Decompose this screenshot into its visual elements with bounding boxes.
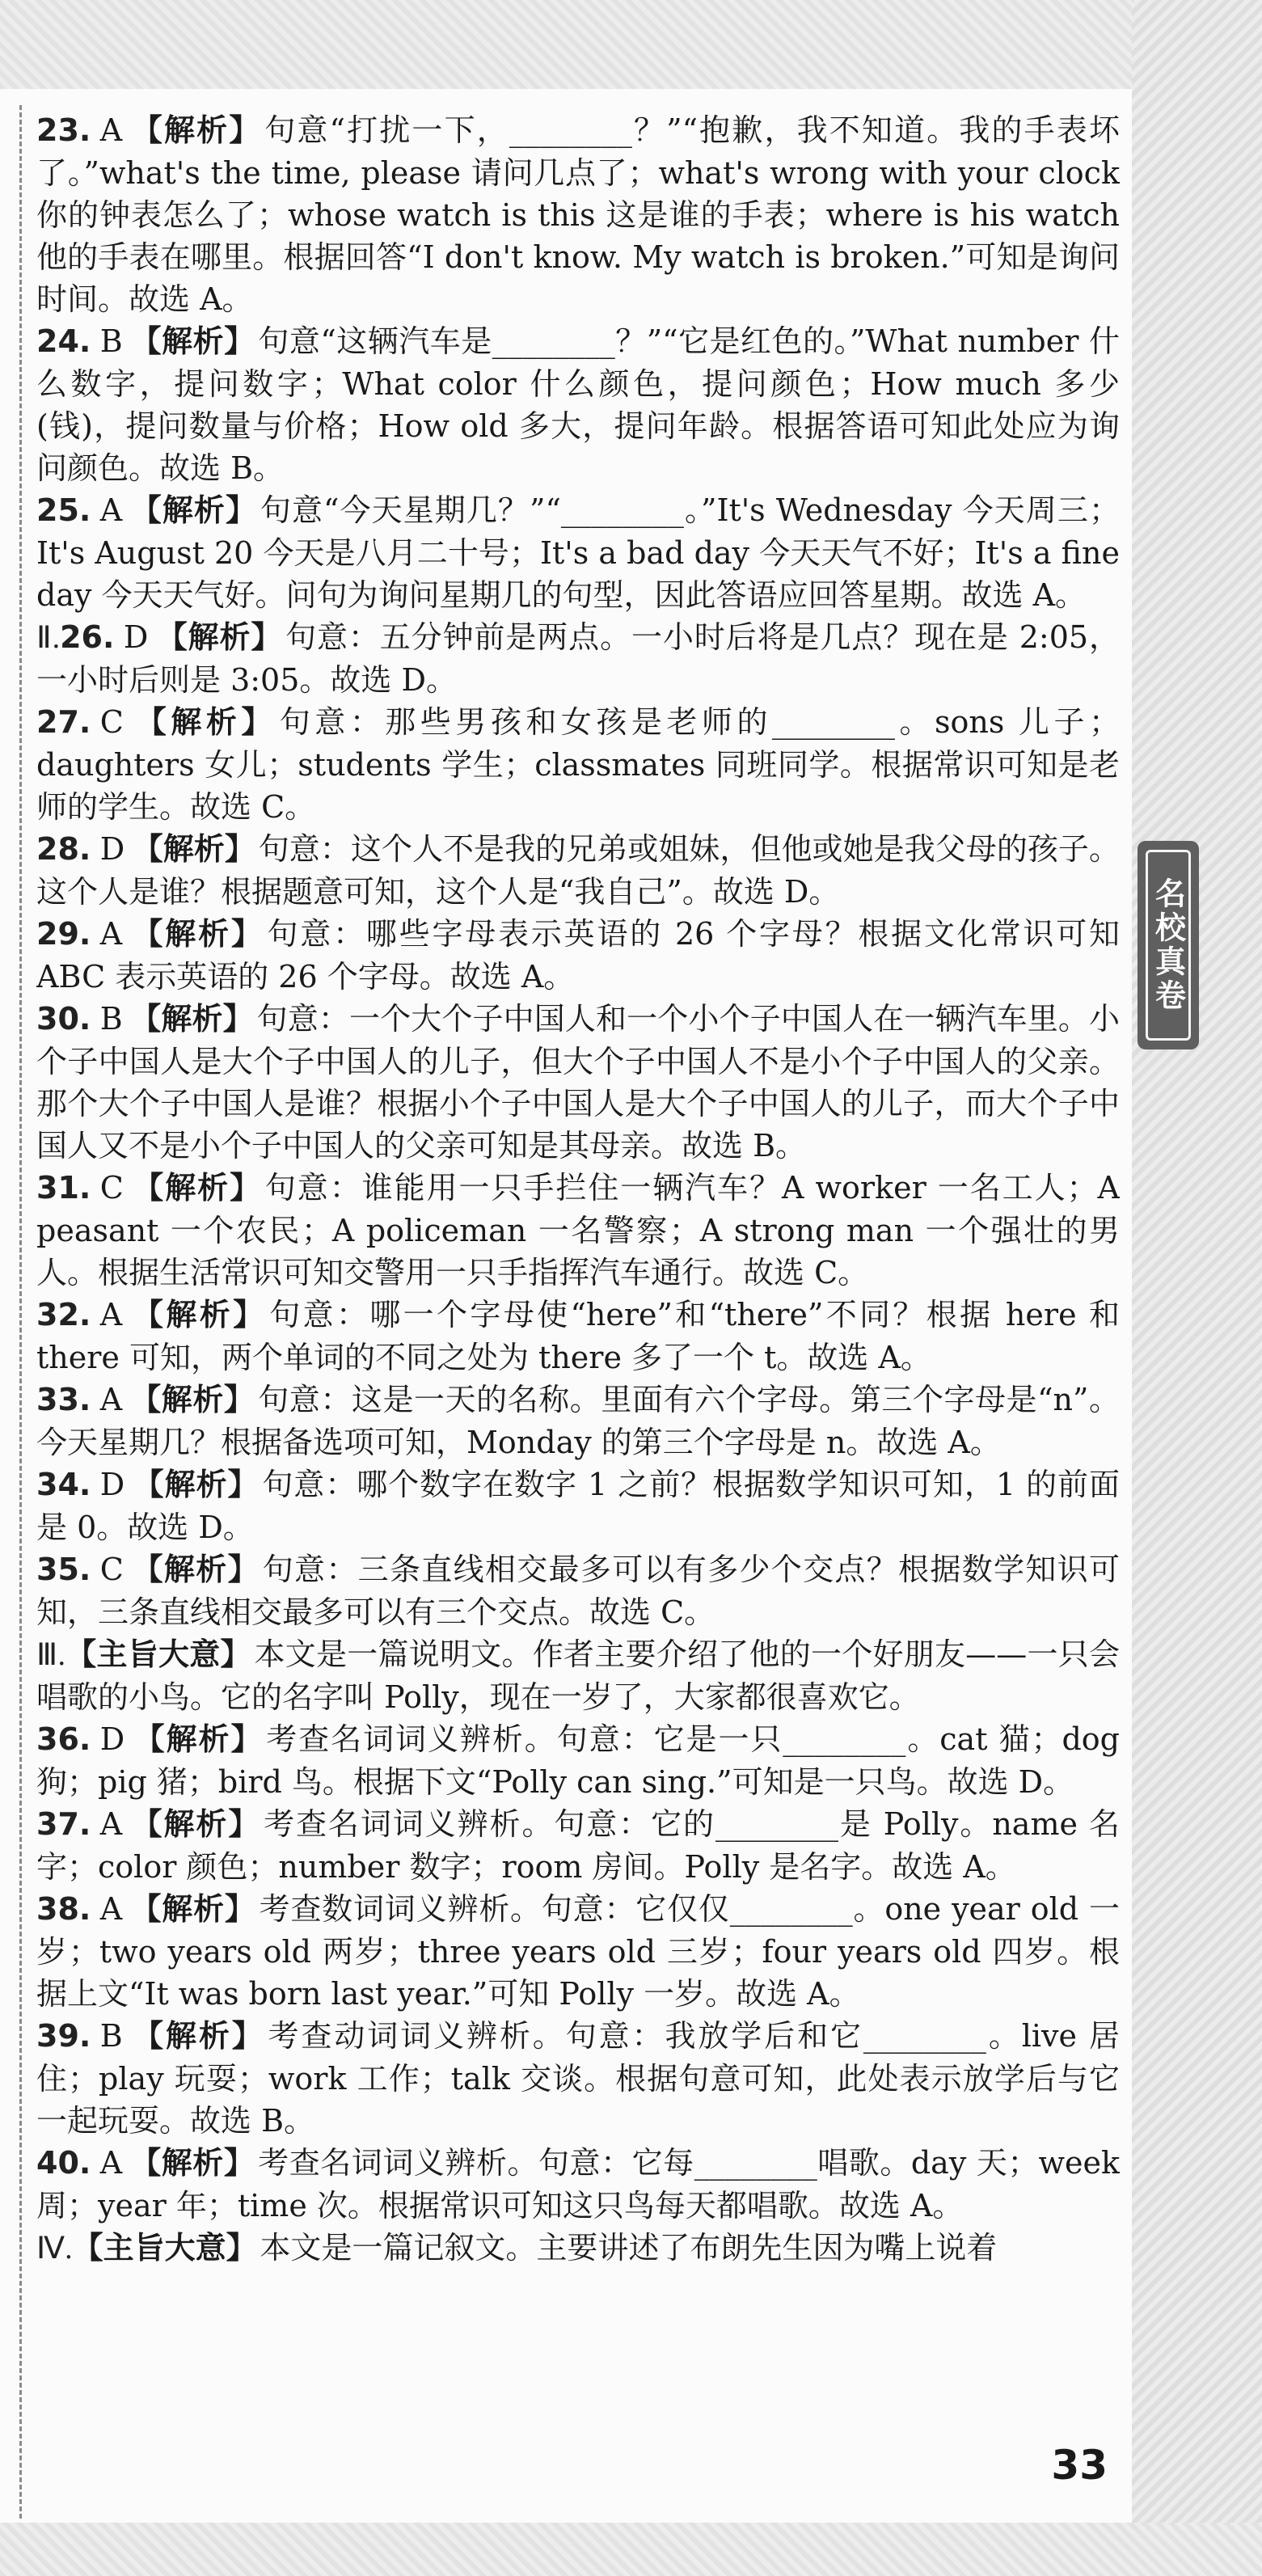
answer-item-31: 31. C 【解析】句意：谁能用一只手拦住一辆汽车？A worker 一名工人；A peasant 一个农民；A policeman 一名警察；A strong man 一个强壮的男人。根据生活常识可知交警用一只手指挥汽车通行。故选 C。 [36,1169,1120,1290]
item-answer: A [99,1806,123,1842]
answer-item-30: 30. B 【解析】句意：一个大个子中国人和一个小个子中国人在一辆汽车里。小个子中国人是大个子中国人的儿子，但大个子中国人不是小个子中国人的父亲。那个大个子中国人是谁？根据小个子中国人是大个子中国人的儿子，而大个子中国人又不是小个子中国人的父亲可知是其母亲。故选 B。 [36,1000,1120,1163]
item-text: 考查数词词义辨析。句意：它仅仅________。one year old 一岁；two years old 两岁；three years old 三岁；four years old 四岁。根据上文“It was born last year.”可知 Polly 一岁。故选 A。 [36,1891,1120,2012]
item-tag: 【解析】 [129,915,264,952]
answer-item-23: 23. A 【解析】句意“打扰一下，________？”“抱歉，我不知道。我的手表坏了。”what's the time, please 请问几点了；what's wrong with your clock 你的钟表怎么了；whose watch is this 这是谁的手表；where is his watch 他的手表在哪里。根据回答“I don't know. My watch is broken.”可知是询问时间。故选 A。 [36,112,1120,317]
item-number: 28 [36,831,79,867]
item-text: 句意：这个人不是我的兄弟或姐妹，但他或她是我父母的孩子。这个人是谁？根据题意可知，这个人是“我自己”。故选 D。 [36,831,1120,910]
item-answer: A [99,112,123,148]
item-number: 34 [36,1467,79,1502]
item-tag: 【解析】 [155,619,283,655]
item-text: 句意：这是一天的名称。里面有六个字母。第三个字母是“n”。今天星期几？根据备选项可知，Monday 的第三个字母是 n。故选 A。 [36,1382,1120,1460]
item-text: 句意：哪一个字母使“here”和“there”不同？根据 here 和 there 可知，两个单词的不同之处为 there 多了一个 t。故选 A。 [36,1297,1120,1375]
item-tag: 【解析】 [132,1721,264,1757]
item-number: 26 [60,619,103,655]
item-tag: 【主旨大意】 [72,2229,257,2266]
item-tag: 【解析】 [132,1466,260,1502]
page-number: 33 [1051,2442,1108,2489]
item-number: 40 [36,2145,79,2181]
item-answer: C [99,1552,124,1587]
side-tab-frame [1146,850,1191,1041]
item-number: 31 [36,1170,79,1206]
item-answer: A [99,916,123,952]
answer-item-39: 39. B 【解析】考查动词词义辨析。句意：我放学后和它________。live 居住；play 玩耍；work 工作；talk 交谈。根据句意可知，此处表示放学后与它一起玩耍。故选 B。 [36,2017,1120,2139]
item-tag: 【解析】 [129,2144,255,2181]
dashed-margin-rule [19,105,22,2519]
section-numeral: Ⅱ. [36,621,61,655]
item-number: 35 [36,1552,79,1587]
item-tag: 【解析】 [129,1381,255,1417]
item-number: 23 [36,112,79,148]
answer-item-25: 25. A 【解析】句意“今天星期几？”“________。”It's Wednesday 今天周三；It's August 20 今天是八月二十号；It's a bad day 今天天气不好；It's a fine day 今天天气好。问句为询问星期几的句型，因此答语应回答星期。故选 A。 [36,492,1120,613]
item-number: 39 [36,2018,79,2054]
item-text: 句意“打扰一下，________？”“抱歉，我不知道。我的手表坏了。”what's the time, please 请问几点了；what's wrong with your clock 你的钟表怎么了；whose watch is this 这是谁的手表；where is his watch 他的手表在哪里。根据回答“I don't know. My watch is broken.”可知是询问时间。故选 A。 [36,112,1120,317]
item-text: 考查名词词义辨析。句意：它的________是 Polly。name 名字；color 颜色；number 数字；room 房间。Polly 是名字。故选 A。 [36,1806,1120,1885]
answer-item-24: 24. B 【解析】句意“这辆汽车是________？”“它是红色的。”What number 什么数字，提问数字；What color 什么颜色，提问颜色；How much 多少(钱)，提问数量与价格；How old 多大，提问年龄。根据答语可知此处应为询问颜色。故选 B。 [36,323,1120,486]
item-text: 句意：三条直线相交最多可以有多少个交点？根据数学知识可知，三条直线相交最多可以有三个交点。故选 C。 [36,1552,1120,1630]
item-answer: C [99,1170,124,1206]
item-tag: 【解析】 [129,492,258,528]
item-text: 本文是一篇说明文。作者主要介绍了他的一个好朋友——一只会唱歌的小鸟。它的名字叫 Polly，现在一岁了，大家都很喜欢它。 [36,1636,1120,1715]
item-answer: A [99,2145,123,2181]
item-answer: B [99,2018,123,2054]
item-answer: D [99,1467,125,1502]
item-tag: 【解析】 [130,1000,254,1037]
item-tag: 【解析】 [131,1169,263,1206]
item-tag: 【解析】 [130,2017,265,2054]
answer-item-27: 27. C 【解析】句意：那些男孩和女孩是老师的________。sons 儿子；daughters 女儿；students 学生；classmates 同班同学。根据常识可知是老师的学生。故选 C。 [36,703,1120,825]
item-tag: 【主旨大意】 [65,1636,251,1672]
item-tag: 【解析】 [129,1805,261,1842]
item-answer: D [123,619,149,655]
answer-item-40: 40. A 【解析】考查名词词义辨析。句意：它每________唱歌。day 天；week 周；year 年；time 次。根据常识可知这只鸟每天都唱歌。故选 A。 [36,2144,1120,2223]
item-tag: 【解析】 [129,1296,267,1332]
item-text: 句意：五分钟前是两点。一小时后将是几点？现在是 2:05，一小时后则是 3:05。故选 D。 [36,619,1120,698]
answer-item-32: 32. A 【解析】句意：哪一个字母使“here”和“there”不同？根据 here 和 there 可知，两个单词的不同之处为 there 多了一个 t。故选 A。 [36,1296,1120,1375]
item-tag: 【解析】 [131,703,276,740]
section-numeral: Ⅳ. [36,2232,73,2266]
section-numeral: Ⅲ. [36,1638,65,1672]
item-tag: 【解析】 [131,1551,260,1587]
item-number: 24 [36,323,79,359]
item-answer: C [99,704,124,740]
item-number: 25 [36,492,79,528]
answer-item-36: 36. D 【解析】考查名词词义辨析。句意：它是一只________。cat 猫；dog 狗；pig 猪；bird 鸟。根据下文“Polly can sing.”可知是一只鸟。故选 D。 [36,1721,1120,1800]
item-answer: A [99,492,123,528]
item-number: 29 [36,916,79,952]
answer-item-26: Ⅱ.26. D 【解析】句意：五分钟前是两点。一小时后将是几点？现在是 2:05，一小时后则是 3:05。故选 D。 [36,619,1120,698]
item-tag: 【解析】 [132,830,255,867]
item-tag: 【解析】 [130,323,255,359]
item-answer: D [99,831,125,867]
item-answer: B [99,1001,123,1037]
answer-item-29: 29. A 【解析】句意：哪些字母表示英语的 26 个字母？根据文化常识可知 ABC 表示英语的 26 个字母。故选 A。 [36,915,1120,995]
answer-item-38: 38. A 【解析】考查数词词义辨析。句意：它仅仅________。one year old 一岁；two years old 两岁；three years old 三岁；four years old 四岁。根据上文“It was born last year.”可知 Polly 一岁。故选 A。 [36,1890,1120,2012]
item-text: 考查动词词义辨析。句意：我放学后和它________。live 居住；play 玩耍；work 工作；talk 交谈。根据句意可知，此处表示放学后与它一起玩耍。故选 B。 [36,2018,1120,2139]
section-3-summary [36,1633,1120,1718]
item-text: 句意：哪些字母表示英语的 26 个字母？根据文化常识可知 ABC 表示英语的 26 个字母。故选 A。 [36,916,1120,995]
item-number: 27 [36,704,79,740]
item-text: 句意：一个大个子中国人和一个小个子中国人在一辆汽车里。小个子中国人是大个子中国人的儿子，但大个子中国人不是小个子中国人的父亲。那个大个子中国人是谁？根据小个子中国人是大个子中国人的儿子，而大个子中国人又不是小个子中国人的父亲可知是其母亲。故选 B。 [36,1001,1120,1163]
right-margin-texture [1132,0,1262,2576]
item-text: 句意“今天星期几？”“________。”It's Wednesday 今天周三；It's August 20 今天是八月二十号；It's a bad day 今天天气不好；It's a fine day 今天天气好。问句为询问星期几的句型，因此答语应回答星期。故选 A。 [36,492,1120,613]
item-answer: A [99,1891,123,1927]
item-number: 36 [36,1721,79,1757]
item-text: 句意：哪个数字在数字 1 之前？根据数学知识可知，1 的前面是 0。故选 D。 [36,1467,1120,1545]
item-text: 本文是一篇记叙文。主要讲述了布朗先生因为嘴上说着 [260,2230,998,2266]
answer-explanations [36,109,1120,2519]
item-text: 考查名词词义辨析。句意：它是一只________。cat 猫；dog 狗；pig 猪；bird 鸟。根据下文“Polly can sing.”可知是一只鸟。故选 D。 [36,1721,1120,1800]
answer-item-33: 33. A 【解析】句意：这是一天的名称。里面有六个字母。第三个字母是“n”。今天星期几？根据备选项可知，Monday 的第三个字母是 n。故选 A。 [36,1381,1120,1460]
section-4-summary [36,2227,1120,2270]
answer-item-37: 37. A 【解析】考查名词词义辨析。句意：它的________是 Polly。name 名字；color 颜色；number 数字；room 房间。Polly 是名字。故选 A。 [36,1805,1120,1885]
bottom-margin-texture [0,2523,1262,2576]
item-number: 30 [36,1001,79,1037]
item-answer: A [99,1297,123,1332]
side-tab [1137,841,1199,1049]
item-number: 38 [36,1891,79,1927]
item-answer: A [99,1382,123,1417]
item-text: 考查名词词义辨析。句意：它每________唱歌。day 天；week 周；year 年；time 次。根据常识可知这只鸟每天都唱歌。故选 A。 [36,2145,1120,2223]
answer-item-28: 28. D 【解析】句意：这个人不是我的兄弟或姐妹，但他或她是我父母的孩子。这个人是谁？根据题意可知，这个人是“我自己”。故选 D。 [36,830,1120,910]
answer-item-35: 35. C 【解析】句意：三条直线相交最多可以有多少个交点？根据数学知识可知，三条直线相交最多可以有三个交点。故选 C。 [36,1551,1120,1630]
item-text: 句意：谁能用一只手拦住一辆汽车？A worker 一名工人；A peasant 一个农民；A policeman 一名警察；A strong man 一个强壮的男人。根据生活常识可知交警用一只手指挥汽车通行。故选 C。 [36,1170,1120,1290]
item-number: 32 [36,1297,79,1332]
side-tab-label: 名校真卷 [1150,877,1186,1013]
item-number: 33 [36,1382,79,1417]
item-number: 37 [36,1806,79,1842]
item-answer: D [99,1721,125,1757]
answer-item-34: 34. D 【解析】句意：哪个数字在数字 1 之前？根据数学知识可知，1 的前面是 0。故选 D。 [36,1466,1120,1545]
item-tag: 【解析】 [129,112,262,148]
top-margin-texture [0,0,1262,89]
item-tag: 【解析】 [129,1890,256,1927]
item-text: 句意“这辆汽车是________？”“它是红色的。”What number 什么数字，提问数字；What color 什么颜色，提问颜色；How much 多少(钱)，提问数量与价格；How old 多大，提问年龄。根据答语可知此处应为询问颜色。故选 B。 [36,323,1120,486]
item-text: 句意：那些男孩和女孩是老师的________。sons 儿子；daughters 女儿；students 学生；classmates 同班同学。根据常识可知是老师的学生。故选 C。 [36,704,1120,825]
item-answer: B [99,323,123,359]
